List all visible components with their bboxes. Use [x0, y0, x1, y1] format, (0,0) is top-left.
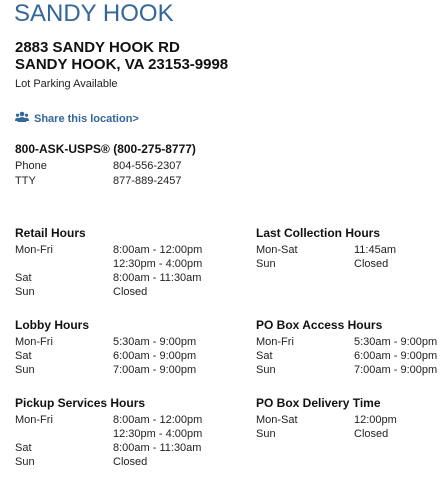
lobby-time: 7:00am - 9:00pm [113, 364, 197, 376]
po-box-access-day: Sat [256, 350, 273, 362]
lobby-time: 5:30am - 9:00pm [113, 336, 197, 348]
po-box-access-title: PO Box Access Hours [256, 318, 383, 332]
lobby-time: 6:00am - 9:00pm [113, 350, 197, 362]
retail-time: 8:00am - 12:00pm [113, 244, 203, 256]
share-location-label: Share this location> [34, 113, 139, 125]
po-box-delivery-time: Closed [354, 428, 389, 440]
po-box-delivery-day: Sun [256, 428, 276, 440]
people-group-icon [15, 110, 29, 128]
retail-day: Sun [15, 286, 35, 298]
address-line-1: 2883 SANDY HOOK RD [15, 39, 180, 56]
retail-day: Mon-Fri [15, 244, 53, 256]
address-line-2: SANDY HOOK, VA 23153-9998 [15, 56, 229, 73]
last-collection-title: Last Collection Hours [256, 226, 381, 240]
po-box-delivery-time: 12:00pm [354, 414, 397, 426]
tty-value: 877-889-2457 [113, 175, 182, 187]
lobby-day: Sat [15, 350, 32, 362]
lobby-day: Sun [15, 364, 35, 376]
pickup-day: Sun [15, 456, 35, 468]
retail-time: 12:30pm - 4:00pm [113, 258, 203, 270]
po-box-access-time: 7:00am - 9:00pm [354, 364, 438, 376]
po-box-access-day: Mon-Fri [256, 336, 294, 348]
phone-label: Phone [15, 160, 47, 172]
pickup-day: Sat [15, 442, 32, 454]
po-box-access-time: 6:00am - 9:00pm [354, 350, 438, 362]
pickup-time: 12:30pm - 4:00pm [113, 428, 203, 440]
po-box-delivery-title: PO Box Delivery Time [256, 396, 381, 410]
phone-value: 804-556-2307 [113, 160, 182, 172]
po-box-delivery-day: Mon-Sat [256, 414, 298, 426]
lobby-hours-title: Lobby Hours [15, 318, 89, 332]
location-title: SANDY HOOK [14, 0, 174, 27]
pickup-time: 8:00am - 11:30am [113, 442, 202, 454]
retail-hours-title: Retail Hours [15, 226, 86, 240]
tty-label: TTY [15, 175, 36, 187]
main-phone-number: 800-ASK-USPS® (800-275-8777) [15, 142, 196, 156]
po-box-access-day: Sun [256, 364, 276, 376]
pickup-services-title: Pickup Services Hours [15, 396, 146, 410]
parking-info: Lot Parking Available [15, 78, 118, 90]
lobby-day: Mon-Fri [15, 336, 53, 348]
pickup-time: 8:00am - 12:00pm [113, 414, 203, 426]
pickup-time: Closed [113, 456, 148, 468]
last-collection-time: 11:45am [354, 244, 396, 256]
retail-time: 8:00am - 11:30am [113, 272, 202, 284]
retail-day: Sat [15, 272, 32, 284]
pickup-day: Mon-Fri [15, 414, 53, 426]
share-location-link[interactable] [15, 110, 139, 128]
po-box-access-time: 5:30am - 9:00pm [354, 336, 438, 348]
last-collection-day: Sun [256, 258, 276, 270]
retail-time: Closed [113, 286, 148, 298]
last-collection-time: Closed [354, 258, 389, 270]
last-collection-day: Mon-Sat [256, 244, 298, 256]
